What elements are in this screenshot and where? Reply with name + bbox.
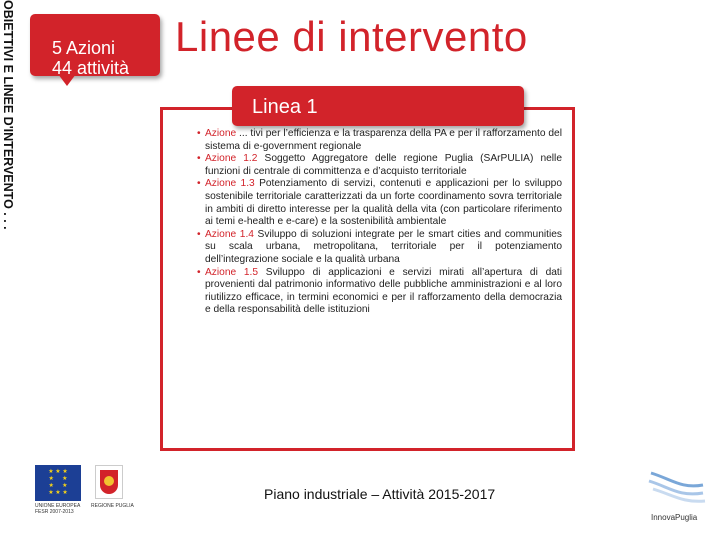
list-item [197, 229, 562, 267]
list-item [197, 128, 562, 153]
action-text: Soggetto Aggregatore delle regione Puglia (SArPULIA) nelle funzioni di centrale di committenza e d’acquisto territoriale [205, 153, 562, 177]
callout-line-2: 44 attività [52, 58, 130, 78]
list-item [197, 178, 562, 228]
list-item [197, 267, 562, 317]
action-text: Potenziamento di servizi, contenuti e applicazioni per lo sviluppo sostenibile territoriale caratterizzati da un forte coordinamento sovra territoriale in ambiti di diretto interesse per la qualità della vita (con particolare riferimento ai temi e-health e e-care) e la sostenibilità ambientale [205, 178, 562, 228]
eu-logo-caption-2: FESR 2007-2013 [35, 509, 74, 515]
bullet-icon: • [197, 228, 201, 240]
puglia-shield-icon [100, 470, 118, 494]
bullet-icon: • [197, 153, 201, 165]
innovapuglia-wordmark: InnovaPuglia [651, 513, 698, 522]
regione-puglia-logo [95, 465, 123, 499]
section-vertical-text: OBIETTIVI E LINEE D'INTERVENTO . . . [1, 0, 15, 230]
callout-line-1: 5 Azioni [52, 38, 116, 58]
actions-list [197, 128, 562, 317]
action-text: Sviluppo di soluzioni integrate per le smart cities and communities su scala urbana, metropolitana, territoriale per il potenziamento dell’integrazione sociale e la qualità urbana [205, 228, 562, 265]
bullet-icon: • [197, 128, 201, 139]
actions-count-callout [30, 14, 160, 76]
action-label: Azione [205, 128, 237, 139]
bullet-icon: • [197, 178, 201, 190]
line-tab-label: Linea 1 [252, 96, 318, 118]
action-text: ... tivi per l’efficienza e la trasparenza della PA e per il rafforzamento del sistema di e-government regionale [205, 128, 562, 152]
callout-tail [58, 74, 76, 86]
bullet-icon: • [197, 266, 201, 278]
line-tab [232, 86, 524, 126]
section-vertical-label [0, 0, 17, 240]
puglia-logo-caption: REGIONE PUGLIA [91, 503, 134, 509]
action-text: Sviluppo di applicazioni e servizi mirati all’apertura di dati provenienti dal patrimonio informativo delle pubbliche amministrazioni e al loro riutilizzo efficace, in termini economici e per il rafforzamento della democrazia e della responsabilità delle istituzioni [205, 266, 562, 316]
action-label: Azione 1.3 [205, 178, 255, 190]
action-label: Azione 1.2 [205, 153, 258, 165]
slide-title: Linee di intervento [175, 13, 528, 60]
action-label: Azione 1.5 [205, 266, 259, 278]
list-item [197, 153, 562, 178]
action-label: Azione 1.4 [205, 228, 254, 240]
eu-flag-logo [35, 465, 81, 501]
footer-text: Piano industriale – Attività 2015-2017 [264, 486, 496, 502]
eu-stars-icon: ★ ★ ★ ★ ★ ★ ★ ★ ★ ★ [48, 469, 68, 496]
eu-logo-caption: UNIONE EUROPEA [35, 503, 81, 509]
innovapuglia-logo [643, 465, 713, 525]
